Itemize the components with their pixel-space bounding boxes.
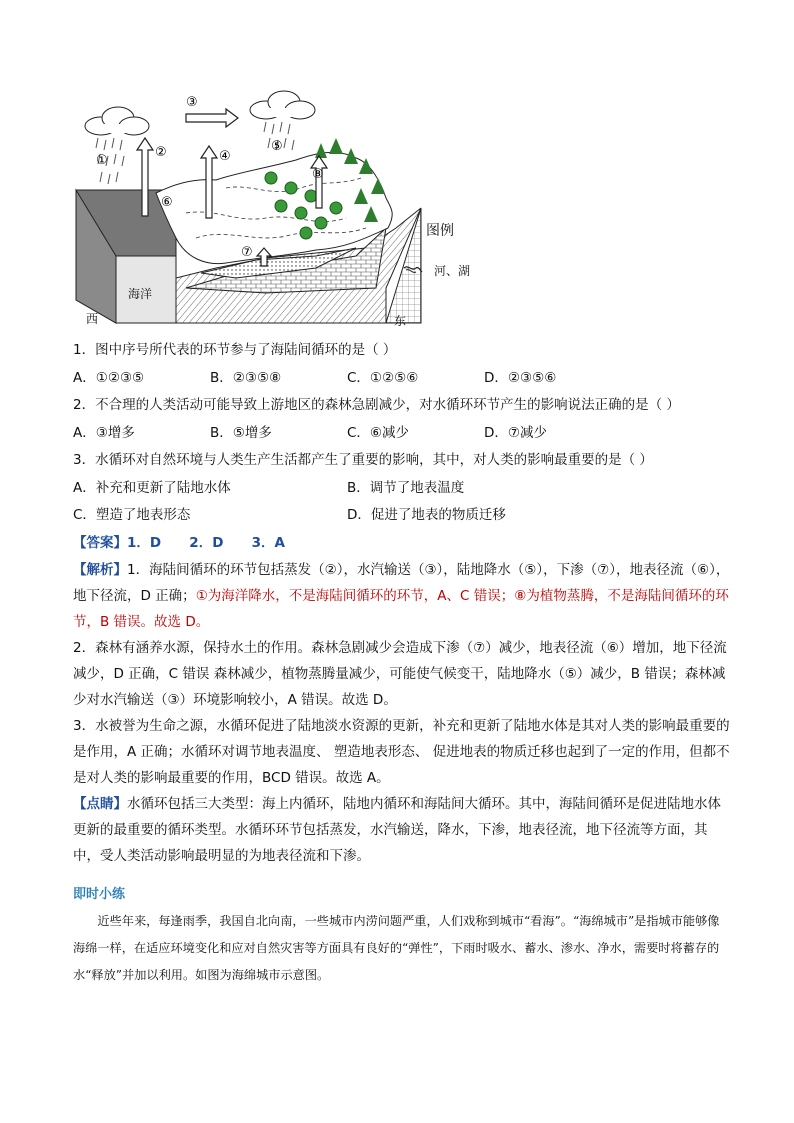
answer-label: 【答案】 [73, 534, 127, 551]
option-d[interactable]: D．⑦减少 [484, 424, 547, 441]
label-7: ⑦ [241, 245, 253, 260]
option-d[interactable]: D．②③⑤⑥ [484, 369, 557, 386]
point-label: 【点睛】 [73, 796, 127, 812]
label-1: ① [96, 153, 108, 168]
label-8: ⑧ [312, 167, 324, 182]
legend-item-label: 河、湖 [434, 264, 471, 278]
option-a[interactable]: A．③增多 [73, 424, 135, 441]
direction-east: 东 [394, 314, 407, 328]
analysis-p1-b: 海陆间循环的环节，B 错误。故选 D。 [73, 588, 729, 630]
cloud-icon [85, 107, 149, 135]
label-5: ⑤ [271, 139, 283, 154]
label-3: ③ [186, 95, 198, 110]
label-4: ④ [219, 149, 231, 164]
question-2-stem: 2．不合理的人类活动可能导致上游地区的森林急剧减少，对水循环环节产生的影响说法正确的是（ ） [73, 397, 680, 413]
water-cycle-svg [66, 88, 486, 328]
option-c[interactable]: C．塑造了地表形态 [73, 507, 191, 523]
option-c[interactable]: C．⑥减少 [347, 424, 410, 441]
question-1-options [73, 365, 733, 393]
point-text: 水循环包括三大类型：海上内循环，陆地内循环和海陆间大循环。其中，海陆间循环是促进陆地水体更新的最重要的循环类型。水循环环节包括蒸发，水汽输送，降水，下渗，地表径流，地下径流等方面，其中，受人类活动影响最明显的为地表径流和下渗。 [73, 796, 721, 864]
option-a[interactable]: A．补充和更新了陆地水体 [73, 479, 231, 496]
answer-text: 1．D 2．D 3．A [127, 534, 285, 551]
analysis-paragraph-3: 3．水被誉为生命之源，水循环促进了陆地淡水资源的更新，补充和更新了陆地水体是其对人类的影响最重要的是作用，A 正确；水循环对调节地表温度、 塑造地表形态、 促进地表的物质迁移也起到了一定的作用，但都不是对人类的影响最重要的作用，BCD 错误。故选 A。 [73, 718, 730, 786]
question-1-stem: 1．图中序号所代表的环节参与了海陆间循环的是（ ） [73, 342, 397, 358]
question-3-options-row1 [73, 475, 733, 503]
legend-title: 图例 [426, 223, 454, 239]
option-a[interactable]: A．①②③⑤ [73, 369, 145, 386]
point-paragraph [73, 791, 733, 869]
practice-title: 即时小练 [73, 887, 126, 902]
analysis-p1-a: 1．海陆间循环的环节包括蒸发（②），水汽输送（③），陆地降水（⑤），下渗（⑦），地表径流（⑥），地下径流，D 正确； [73, 562, 730, 604]
analysis-paragraph-1 [73, 557, 733, 635]
question-3-stem: 3．水循环对自然环境与人类生产生活都产生了重要的影响，其中，对人类的影响最重要的是（ ） [73, 452, 653, 468]
option-d[interactable]: D．促进了地表的物质迁移 [347, 507, 506, 523]
legend-item [402, 262, 470, 279]
direction-west: 西 [86, 312, 99, 326]
analysis-label: 【解析】 [73, 562, 127, 578]
water-cycle-diagram [66, 88, 486, 328]
label-2: ② [155, 145, 167, 160]
question-2-options [73, 420, 733, 448]
label-6: ⑥ [161, 195, 173, 210]
answer-line [73, 530, 733, 558]
option-b[interactable]: B．⑤增多 [210, 424, 272, 441]
question-3-options-row2 [73, 502, 733, 530]
vapor-transport-arrow [186, 109, 238, 127]
question-content [73, 337, 733, 869]
option-b[interactable]: B．②③⑤⑧ [210, 369, 282, 386]
ocean-label: 海洋 [128, 287, 153, 301]
river-lake-icon [402, 264, 428, 278]
option-b[interactable]: B．调节了地表温度 [347, 479, 465, 496]
analysis-p1-red: ①为海洋降水，不是海陆间循环的环节，A、C 错误；⑧为植物蒸腾，不是 [195, 588, 635, 604]
practice-text: 近些年来，每逢雨季，我国自北向南，一些城市内涝问题严重，人们戏称到城市“看海”。“海绵城市”是指城市能够像海绵一样，在适应环境变化和应对自然灾害等方面具有良好的“弹性”，下雨时吸水、蓄水、渗水、净水，需要时将蓄存的水“释放”并加以利用。如图为海绵城市示意图。 [73, 914, 720, 982]
cloud-icon [250, 91, 315, 119]
analysis-paragraph-2: 2．森林有涵养水源，保持水土的作用。森林急剧减少会造成下渗（⑦）减少，地表径流（⑥）增加，地下径流减少，D 正确，C 错误 森林减少，植物蒸腾量减少，可能使气候变干，陆地降水（⑤）减少，B 错误；森林减少对水汽输送（③）环境影响较小，A 错误。故选 D。 [73, 640, 727, 708]
option-c[interactable]: C．①②⑤⑥ [347, 369, 419, 386]
